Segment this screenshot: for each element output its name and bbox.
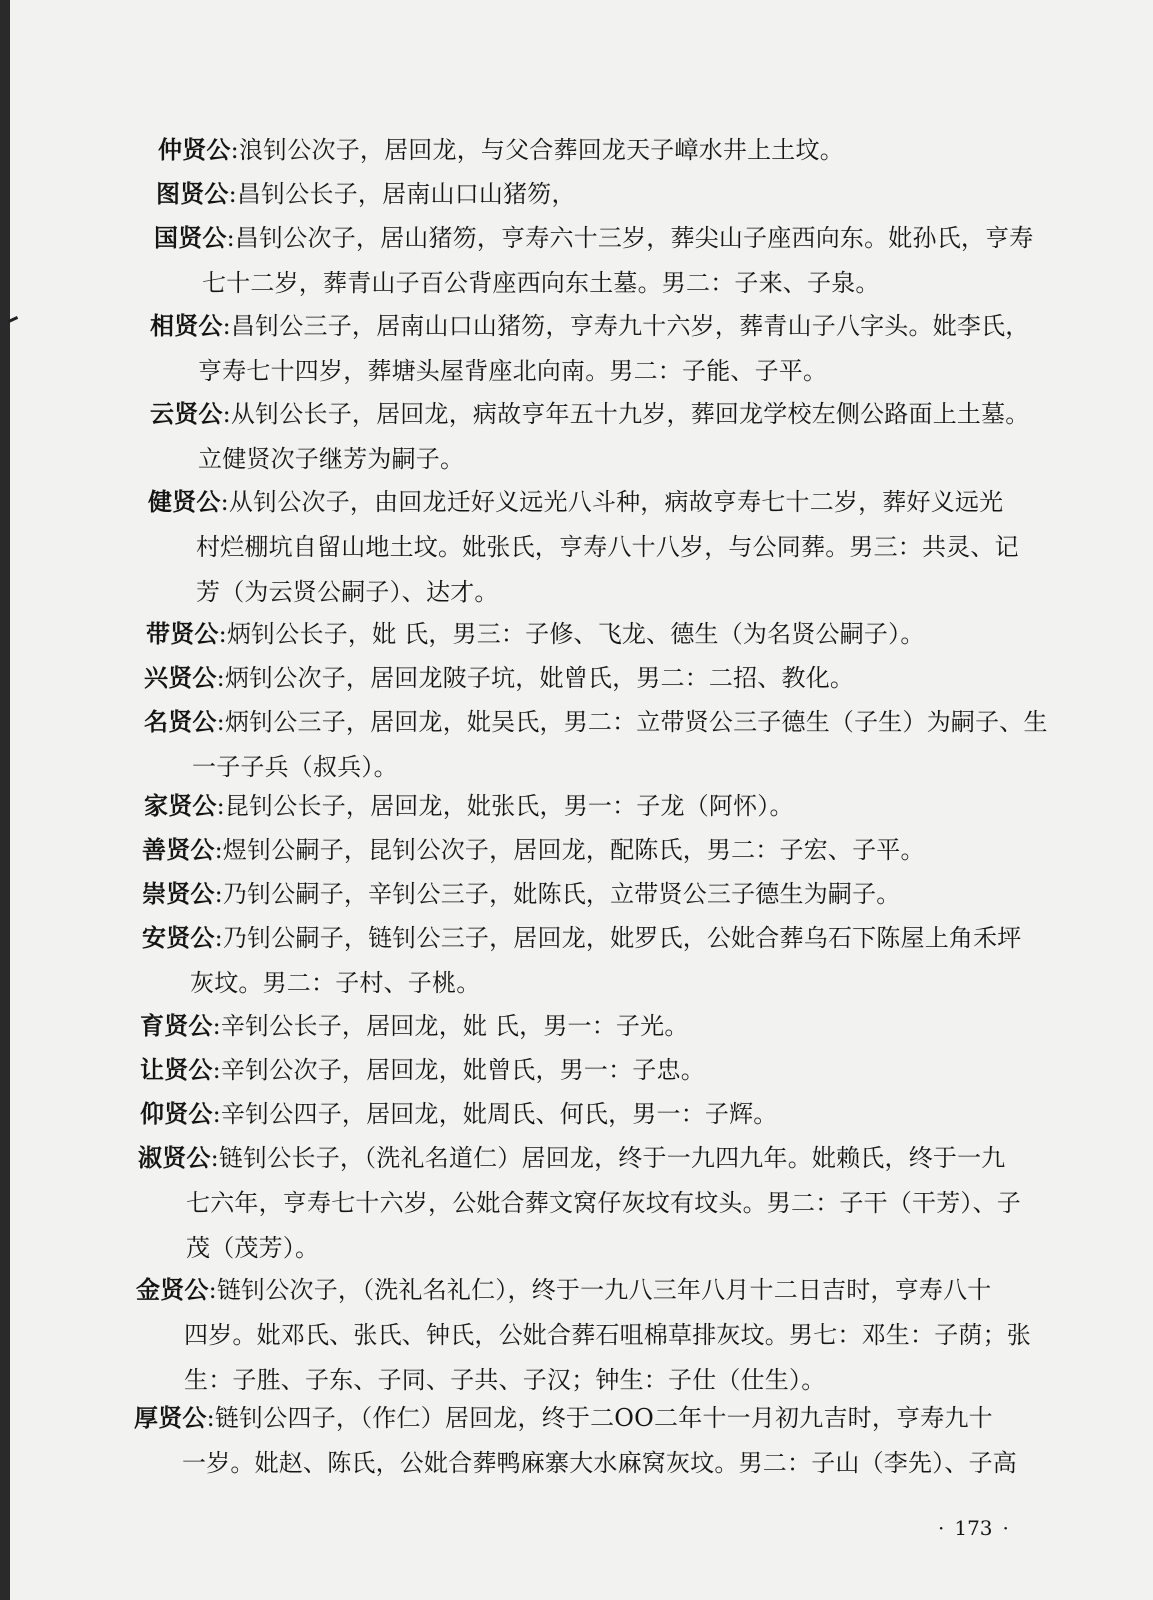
entry-first-line	[140, 1048, 1070, 1093]
entry-colon: :	[214, 880, 223, 908]
entry-text: 昌钊公长子，居南山口山猪笏，	[236, 180, 576, 208]
entry-first-line	[134, 1396, 1064, 1441]
entry-text: 链钊公次子，（洗礼名礼仁），终于一九八三年八月十二日吉时，亨寿八十	[216, 1276, 992, 1304]
entry-colon: :	[216, 664, 225, 692]
entry-colon: :	[222, 400, 231, 428]
entry-colon: :	[216, 792, 225, 820]
entry-text: 昌钊公次子，居山猪笏，亨寿六十三岁，葬尖山子座西向东。妣孙氏，亨寿	[234, 224, 1034, 252]
entry-first-line	[140, 1092, 1070, 1137]
entry-text: 昌钊公三子，居南山口山猪笏，亨寿九十六岁，葬青山子八字头。妣李氏，	[230, 312, 1030, 340]
entry-text: 生：子胜、子东、子同、子共、子汉；钟生：子仕（仕生）。	[184, 1366, 826, 1394]
genealogy-entry	[156, 172, 1086, 217]
genealogy-entry	[142, 916, 1072, 1006]
entry-first-line	[140, 1004, 1070, 1049]
entry-first-line	[142, 828, 1072, 873]
entry-first-line	[142, 916, 1072, 961]
entry-text: 辛钊公次子，居回龙，妣曾氏，男一：子忠。	[220, 1056, 705, 1084]
entry-colon: :	[214, 836, 223, 864]
entry-text: 辛钊公长子，居回龙，妣 氏，男一：子光。	[220, 1012, 689, 1040]
entry-colon: :	[226, 224, 235, 252]
entry-name: 相贤公	[150, 312, 223, 340]
entry-text: 四岁。妣邓氏、张氏、钟氏，公妣合葬石咀棉草排灰坟。男七：邓生：子荫；张	[184, 1321, 1031, 1349]
entry-colon: :	[208, 1276, 217, 1304]
entry-name: 家贤公	[144, 792, 217, 820]
genealogy-entry	[142, 872, 1072, 917]
genealogy-entry	[146, 612, 1076, 657]
entry-name: 国贤公	[154, 224, 227, 252]
entry-colon: :	[230, 136, 239, 164]
genealogy-entry	[150, 392, 1080, 482]
genealogy-entry	[134, 1396, 1064, 1486]
entry-first-line	[136, 1268, 1066, 1313]
entry-text: 乃钊公嗣子，辛钊公三子，妣陈氏，立带贤公三子德生为嗣子。	[222, 880, 901, 908]
genealogy-entry	[138, 1136, 1068, 1271]
entry-text: 炳钊公长子，妣 氏，男三：子修、飞龙、德生（为名贤公嗣子）。	[226, 620, 925, 648]
entry-continuation-line	[136, 1313, 1066, 1358]
entry-first-line	[144, 784, 1074, 829]
entry-name: 淑贤公	[138, 1144, 211, 1172]
genealogy-entry	[144, 700, 1074, 790]
entry-colon: :	[218, 620, 227, 648]
entry-name: 厚贤公	[134, 1404, 207, 1432]
entry-first-line	[156, 172, 1086, 217]
entry-name: 图贤公	[156, 180, 229, 208]
entry-text: 从钊公长子，居回龙，病故亨年五十九岁，葬回龙学校左侧公路面上土墓。	[230, 400, 1030, 428]
entry-text: 芳（为云贤公嗣子）、达才。	[196, 578, 499, 606]
entry-text: 浪钊公次子，居回龙，与父合葬回龙天子嶂水井上土坟。	[238, 136, 844, 164]
entry-name: 兴贤公	[144, 664, 217, 692]
entry-first-line	[158, 128, 1088, 173]
entry-continuation-line	[138, 1226, 1068, 1271]
page-number-value: 173	[954, 1516, 993, 1540]
entry-text: 一子子兵（叔兵）。	[192, 753, 398, 781]
entry-first-line	[144, 700, 1074, 745]
genealogy-entry	[140, 1092, 1070, 1137]
entry-text: 七十二岁，葬青山子百公背座西向东土墓。男二：子来、子泉。	[202, 269, 880, 297]
entry-colon: :	[212, 1012, 221, 1040]
entry-text: 乃钊公嗣子，链钊公三子，居回龙，妣罗氏，公妣合葬乌石下陈屋上角禾坪	[222, 924, 1022, 952]
entry-continuation-line	[150, 349, 1080, 394]
genealogy-entry	[144, 784, 1074, 829]
entry-text: 灰坟。男二：子村、子桃。	[190, 969, 481, 997]
entry-continuation-line	[134, 1441, 1064, 1486]
entry-text: 从钊公次子，由回龙迁好义远光八斗种，病故亨寿七十二岁，葬好义远光	[228, 488, 1004, 516]
entry-name: 金贤公	[136, 1276, 209, 1304]
entry-first-line	[138, 1136, 1068, 1181]
entry-text: 煜钊公嗣子，昆钊公次子，居回龙，配陈氏，男二：子宏、子平。	[222, 836, 925, 864]
entry-name: 健贤公	[148, 488, 221, 516]
genealogy-entry	[158, 128, 1088, 173]
entry-colon: :	[216, 708, 225, 736]
entry-continuation-line	[148, 570, 1078, 615]
entry-name: 善贤公	[142, 836, 215, 864]
entry-colon: :	[220, 488, 229, 516]
entry-colon: :	[228, 180, 237, 208]
genealogy-entry	[140, 1048, 1070, 1093]
entry-colon: :	[206, 1404, 215, 1432]
entry-name: 仲贤公	[158, 136, 231, 164]
entry-continuation-line	[138, 1181, 1068, 1226]
genealogy-entry	[148, 480, 1078, 615]
entry-text: 昆钊公长子，居回龙，妣张氏，男一：子龙（阿怀）。	[224, 792, 794, 820]
entry-name: 崇贤公	[142, 880, 215, 908]
entry-name: 让贤公	[140, 1056, 213, 1084]
entry-text: 一岁。妣赵、陈氏，公妣合葬鸭麻寨大水麻窝灰坟。男二：子山（李先）、子高	[182, 1449, 1017, 1477]
genealogy-entry	[136, 1268, 1066, 1403]
entry-continuation-line	[150, 437, 1080, 482]
entry-text: 立健贤次子继芳为嗣子。	[198, 445, 465, 473]
genealogy-entry	[140, 1004, 1070, 1049]
genealogy-entry	[142, 828, 1072, 873]
entry-first-line	[146, 612, 1076, 657]
entry-first-line	[148, 480, 1078, 525]
entry-name: 名贤公	[144, 708, 217, 736]
page-number	[928, 1513, 1019, 1543]
page-number-left-dot: ·	[938, 1516, 945, 1540]
entry-continuation-line	[148, 525, 1078, 570]
page-number-right-dot: ·	[1002, 1516, 1009, 1540]
genealogy-entry	[144, 656, 1074, 701]
entry-name: 育贤公	[140, 1012, 213, 1040]
entry-text: 链钊公长子，（洗礼名道仁）居回龙，终于一九四九年。妣赖氏，终于一九	[218, 1144, 1006, 1172]
entry-colon: :	[210, 1144, 219, 1172]
entry-text: 七六年，亨寿七十六岁，公妣合葬文窝仔灰坟有坟头。男二：子干（干芳）、子	[186, 1189, 1021, 1217]
entry-text: 茂（茂芳）。	[186, 1234, 320, 1262]
entry-name: 云贤公	[150, 400, 223, 428]
genealogy-entry	[154, 216, 1084, 306]
entry-continuation-line	[154, 261, 1084, 306]
entry-text: 链钊公四子，（作仁）居回龙，终于二OO二年十一月初九吉时，亨寿九十	[214, 1404, 993, 1432]
entry-first-line	[154, 216, 1084, 261]
entry-text: 炳钊公三子，居回龙，妣吴氏，男二：立带贤公三子德生（子生）为嗣子、生	[224, 708, 1048, 736]
entry-text: 炳钊公次子，居回龙陂子坑，妣曾氏，男二：二招、教化。	[224, 664, 855, 692]
entry-text: 亨寿七十四岁，葬塘头屋背座北向南。男二：子能、子平。	[198, 357, 828, 385]
entry-continuation-line	[142, 961, 1072, 1006]
genealogy-entry	[150, 304, 1080, 394]
entry-colon: :	[214, 924, 223, 952]
entry-name: 带贤公	[146, 620, 219, 648]
entry-first-line	[142, 872, 1072, 917]
entry-first-line	[150, 304, 1080, 349]
entry-text: 村烂棚坑自留山地土坟。妣张氏，亨寿八十八岁，与公同葬。男三：共灵、记	[196, 533, 1019, 561]
entry-first-line	[144, 656, 1074, 701]
entry-colon: :	[222, 312, 231, 340]
entry-name: 安贤公	[142, 924, 215, 952]
entry-name: 仰贤公	[140, 1100, 213, 1128]
entry-text: 辛钊公四子，居回龙，妣周氏、何氏，男一：子辉。	[220, 1100, 778, 1128]
entry-colon: :	[212, 1100, 221, 1128]
entry-colon: :	[212, 1056, 221, 1084]
entry-first-line	[150, 392, 1080, 437]
